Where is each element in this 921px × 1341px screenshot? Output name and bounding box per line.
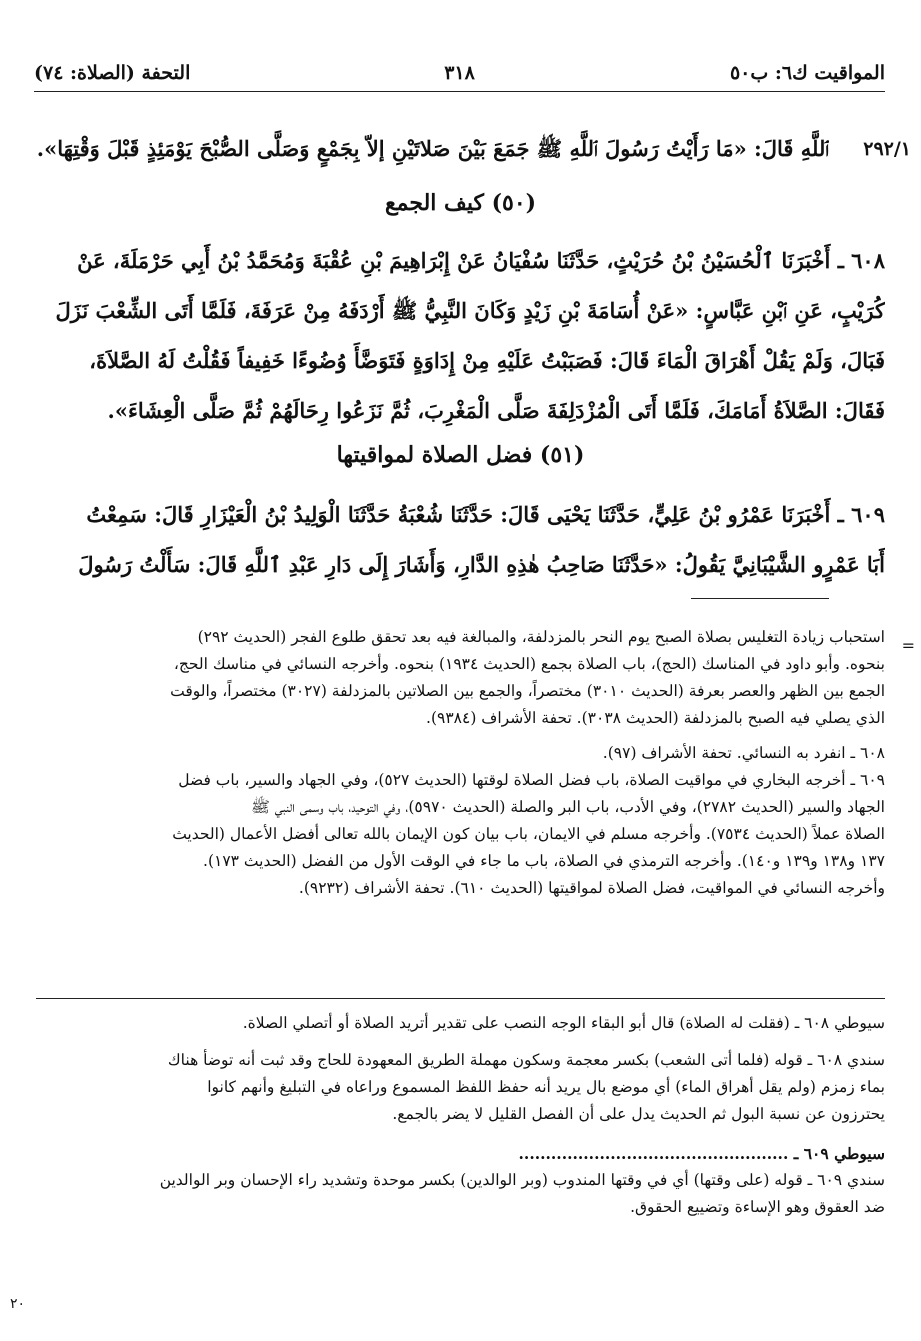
sindi-608-line: سندي ٦٠٨ ـ قوله (فلما أتى الشعب) بكسر معجمة وسكون مهملة الطريق المعهودة للحاج وقد ثبت أنه توضأ هناك: [167, 1051, 885, 1069]
sindi-609-line: سندي ٦٠٩ ـ قوله (على وقتها) أي في وقتها المندوب (وبر الوالدين) بكسر موحدة وتشديد راء الإحسان وبر الوالدين: [159, 1171, 885, 1189]
footnote-separator: [691, 598, 829, 599]
note-line: الذي يصلي فيه الصبح بالمزدلفة (الحديث ٣٠٣٨). تحفة الأشراف (٩٣٨٤).: [426, 709, 885, 727]
suyuti-609-label: سيوطي ٦٠٩ ـ: [793, 1144, 885, 1163]
hadith-608-line: فَبَالَ، وَلَمْ يَقُلْ أَهْرَاقَ الْمَاءَ قَالَ: فَصَبَبْتُ عَلَيْهِ مِنْ إِدَاوَةٍ فَتَوَضَّأَ وُضُوءًا خَفِيفاً فَقُلْتُ لَهُ الصَّلاَةَ،: [89, 348, 885, 373]
note-609-line: وأخرجه النسائي في المواقيت، فضل الصلاة لمواقيتها (الحديث ٦١٠). تحفة الأشراف (٩٢٣٢).: [298, 879, 885, 897]
note-609-line: ٦٠٩ ـ أخرجه البخاري في مواقيت الصلاة، باب فضل الصلاة لوقتها (الحديث ٥٢٧)، وفي الجهاد والسير، باب فضل: [178, 771, 885, 789]
continuation-marker: =: [901, 636, 915, 655]
header-rule: [34, 91, 885, 92]
continued-hadith-line: ٱللَّهِ قَالَ: «مَا رَأَيْتُ رَسُولَ ٱللَّهِ ﷺ جَمَعَ بَيْنَ صَلاتَيْنِ إلاّ بِجَمْعٍ وَصَلَّى الصُّبْحَ يَوْمَئِذٍ قَبْلَ وَقْتِهَا».: [36, 136, 829, 161]
header-chapter-ref: المواقيت ك٦: ب٥٠: [729, 62, 885, 84]
commentary-separator: [36, 998, 885, 999]
chapter-51-title: (٥١) فضل الصلاة لمواقيتها: [336, 442, 585, 468]
note-609-line: الجهاد والسير (الحديث ٢٧٨٢)، وفي الأدب، باب البر والصلة (الحديث ٥٩٧٠)، وفي التوحيد، باب وسمى النبي ﷺ: [251, 798, 885, 816]
suyuti-608: سيوطي ٦٠٨ ـ (فقلت له الصلاة) قال أبو البقاء الوجه النصب على تقدير أتريد الصلاة أو أتصلي الصلاة.: [242, 1014, 885, 1032]
hadith-608-line: فَقَالَ: الصَّلاَةُ أَمَامَكَ، فَلَمَّا أَتَى الْمُزْدَلِفَةَ صَلَّى الْمَغْرِبَ، ثُمَّ نَزَعُوا رِحَالَهُمْ ثُمَّ صَلَّى الْعِشَاءَ».: [107, 398, 885, 423]
takhrij-notes: [36, 624, 885, 902]
hadith-609-line: ٦٠٩ ـ أَخْبَرَنَا عَمْرُو بْنُ عَلِيٍّ، حَدَّثَنَا يَحْيَى قَالَ: حَدَّثَنَا شُعْبَةُ حَدَّثَنَا الْوَلِيدُ بْنُ الْعَيْزَارِ قَالَ: سَمِعْتُ: [86, 502, 885, 527]
sindi-608-line: يحترزون عن نسبة البول ثم الحديث يدل على أن الفصل القليل لا يضر بالجمع.: [392, 1105, 885, 1123]
suyuti-609-dots: ..................................................: [518, 1144, 789, 1163]
sindi-609-line: ضد العقوق وهو الإساءة وتضييع الحقوق.: [630, 1198, 885, 1216]
hadith-608-line: كُرَيْبٍ، عَنِ ٱبْنِ عَبَّاسٍ: «عَنْ أُسَامَةَ بْنِ زَيْدٍ وَكَانَ النَّبِيُّ ﷺ أَرْدَفَهُ مِنْ عَرَفَةَ، فَلَمَّا أَتَى الشِّعْبَ نَزَلَ: [55, 298, 885, 323]
hadith-609-line: أَبَا عَمْرٍو الشَّيْبَانِيَّ يَقُولُ: «حَدَّثَنَا صَاحِبُ هٰذِهِ الدَّارِ، وَأَشَارَ إِلَى دَارِ عَبْدِ ٱللَّهِ قَالَ: سَأَلْتُ رَسُولَ: [78, 552, 885, 577]
note-line: الجمع بين الظهر والعصر بعرفة (الحديث ٣٠١٠) مختصراً، والجمع بين الصلاتين بالمزدلفة (٣٠٢٧) مختصراً، والوقت: [170, 682, 885, 700]
page-header: [34, 58, 885, 92]
hadith-609: [36, 490, 885, 590]
sindi-608-line: بماء زمزم (ولم يقل أهراق الماء) أي موضع بال يريد أنه حفظ اللفظ المسموع وراعاه في التبليغ وأنهم كانوا: [207, 1078, 885, 1096]
hadith-608-line: ٦٠٨ ـ أَخْبَرَنَا ٱلْحُسَيْنُ بْنُ حُرَيْثٍ، حَدَّثَنَا سُفْيَانُ عَنْ إِبْرَاهِيمَ بْنِ عُقْبَةَ وَمُحَمَّدُ بْنُ أَبِي حَرْمَلَةَ، عَنْ: [77, 248, 885, 273]
chapter-50-title: (٥٠) كيف الجمع: [384, 190, 537, 216]
corner-mark: ٢٠: [10, 1296, 26, 1312]
note-609-line: ١٣٧ و١٣٨ و١٣٩ و١٤٠). وأخرجه الترمذي في الصلاة، باب ما جاء في الوقت الأول من الفضل (الحديث ١٧٣).: [203, 852, 885, 870]
note-609-line: الصلاة عملاً (الحديث ٧٥٣٤). وأخرجه مسلم في الايمان، باب بيان كون الإيمان بالله تعالى أفضل الأعمال (الحديث: [172, 825, 885, 843]
commentary: [36, 1010, 885, 1221]
suyuti-609: [36, 1140, 885, 1167]
note-line: بنحوه. وأبو داود في المناسك (الحج)، باب الصلاة بجمع (الحديث ١٩٣٤) بنحوه. وأخرجه النسائي في مناسك الحج،: [173, 655, 885, 673]
note-608: ٦٠٨ ـ انفرد به النسائي. تحفة الأشراف (٩٧).: [602, 744, 885, 762]
page-number: ٣١٨: [444, 62, 475, 84]
note-line: استحباب زيادة التغليس بصلاة الصبح يوم النحر بالمزدلفة، والمبالغة فيه بعد تحقق طلوع الفجر (الحديث ٢٩٢): [197, 628, 885, 646]
hadith-608: [36, 236, 885, 436]
header-tuhfa-ref: التحفة (الصلاة: ٧٤): [34, 62, 191, 84]
margin-reference: ٢٩٢/١: [863, 138, 911, 160]
